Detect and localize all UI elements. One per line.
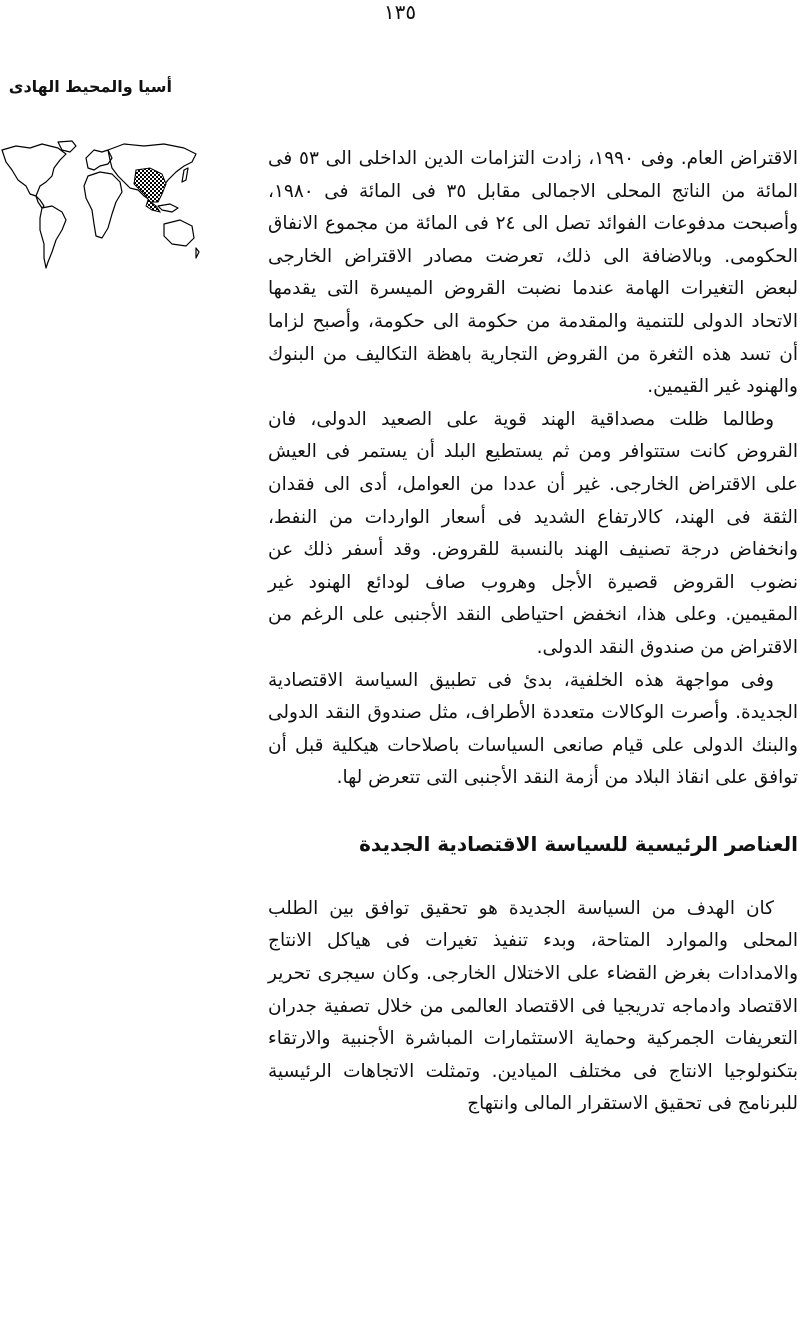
- article-body: [268, 143, 798, 1121]
- world-map-icon: [0, 140, 200, 272]
- section-heading: العناصر الرئيسية للسياسة الاقتصادية الجديدة: [359, 831, 798, 856]
- paragraph-1: الاقتراض العام. وفى ١٩٩٠، زادت التزامات الدين الداخلى الى ٥٣ فى المائة من الناتج المحلى الاجمالى مقابل ٣٥ فى المائة فى ١٩٨٠، وأصبحت مدفوعات الفوائد تصل الى ٢٤ فى المائة من مجموع الانفاق الحكومى. وبالاضافة الى ذلك، تعرضت مصادر الاقتراض الخارجى لبعض التغيرات الهامة عندما نضبت القروض الميسرة التى يقدمها الاتحاد الدولى للتنمية والمقدمة من حكومة الى حكومة، وأصبح لزاما أن تسد هذه الثغرة من القروض التجارية باهظة التكاليف من البنوك والهنود غير القيمين.: [268, 148, 798, 398]
- section-paragraph: كان الهدف من السياسة الجديدة هو تحقيق توافق بين الطلب المحلى والموارد المتاحة، وبدء تنفيذ تغيرات فى هياكل الانتاج والامدادات بغرض القضاء على الاختلال الخارجى. وكان سيجرى تحرير الاقتصاد وادماجه تدريجيا فى الاقتصاد العالمى من خلال تصفية جدران التعريفات الجمركية وحماية الاستثمارات المباشرة الأجنبية والارتقاء بتكنولوجيا الانتاج فى مختلف الميادين. وتمثلت الاتجاهات الرئيسية للبرنامج فى تحقيق الاستقرار المالى وانتهاج: [268, 897, 798, 1115]
- paragraph-2: وطالما ظلت مصداقية الهند قوية على الصعيد الدولى، فان القروض كانت ستتوافر ومن ثم يستطيع البلد أن يستمر فى العيش على الاقتراض الخارجى. غير أن عددا من العوامل، أدى الى فقدان الثقة فى الهند، كالارتفاع الشديد فى أسعار الواردات من النفط، وانخفاض درجة تصنيف الهند بالنسبة للقروض. وقد أسفر ذلك عن نضوب القروض قصيرة الأجل وهروب صاف لودائع الهنود غير المقيمين. وعلى هذا، انخفض احتياطى النقد الأجنبى على الرغم من الاقتراض من صندوق النقد الدولى.: [268, 408, 798, 658]
- page-number: ١٣٥: [383, 0, 417, 24]
- paragraph-3: وفى مواجهة هذه الخلفية، بدئ فى تطبيق السياسة الاقتصادية الجديدة. وأصرت الوكالات متعددة الأطراف، مثل صندوق النقد الدولى والبنك الدولى على قيام صانعى السياسات باصلاحات هيكلية قبل أن توافق على انقاذ البلاد من أزمة النقد الأجنبى التى تتعرض لها.: [268, 669, 798, 789]
- running-title: أسيا والمحيط الهادى: [8, 77, 172, 96]
